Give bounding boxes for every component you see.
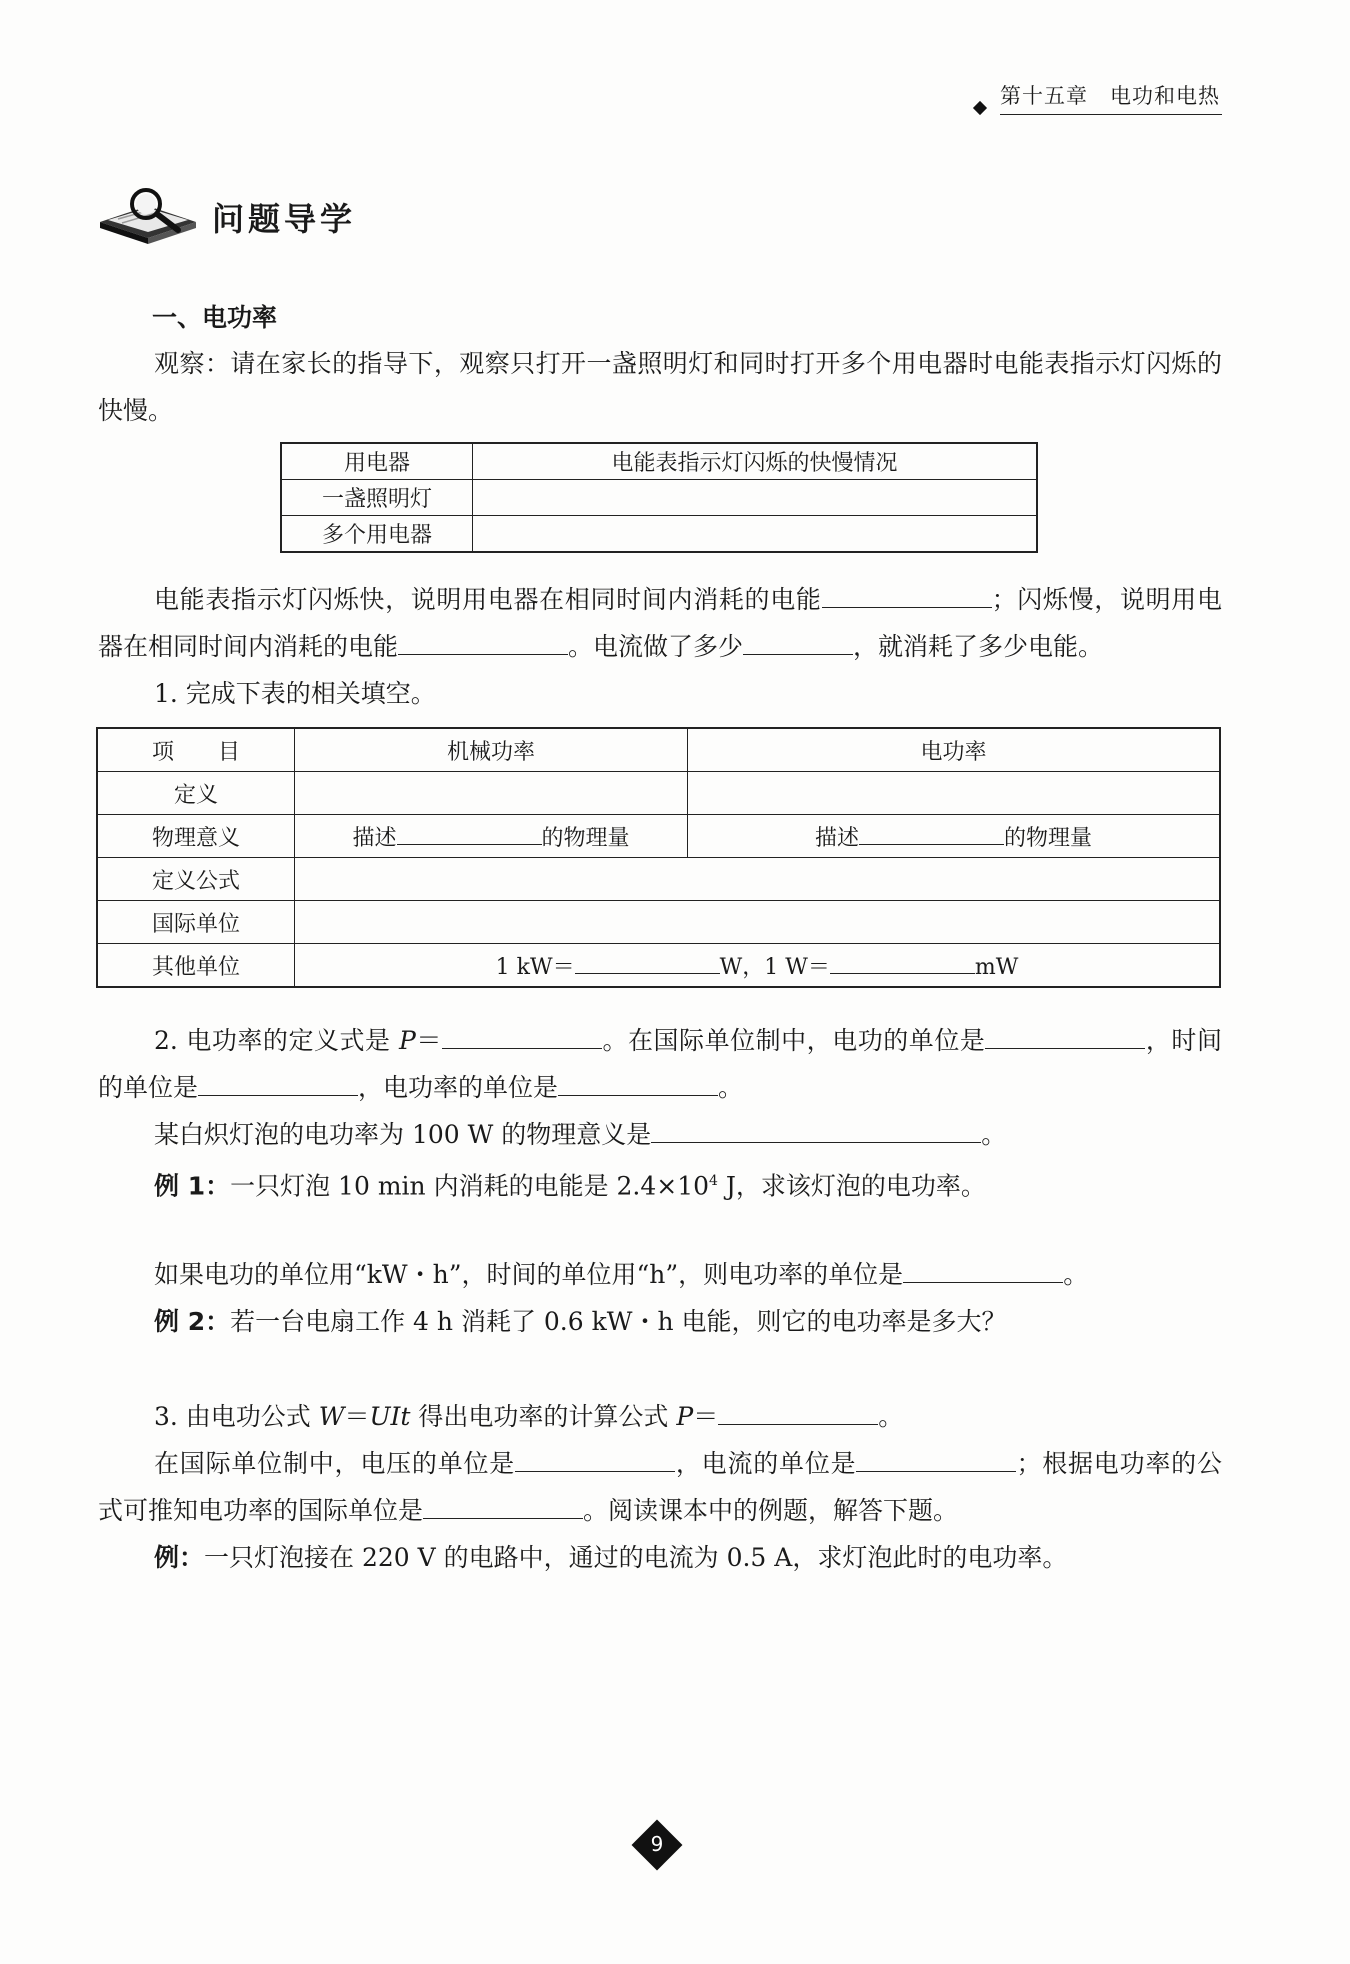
running-head <box>1000 80 1222 115</box>
text-span: 。阅读课本中的例题，解答下题。 <box>583 1496 959 1525</box>
table-header-cell: 机械功率 <box>295 728 688 772</box>
text-span: 。电流做了多少 <box>568 632 744 661</box>
text-span: 的物理量 <box>1004 825 1093 851</box>
table-row-label: 其他单位 <box>97 944 295 988</box>
answer-blank[interactable] <box>558 1073 718 1096</box>
text-span: ；根据电功率的公式可推知电功率的国际单位是 <box>98 1449 1222 1525</box>
answer-cell[interactable] <box>688 772 1221 815</box>
text-span: mW <box>974 954 1019 980</box>
table-row-label: 一盏照明灯 <box>281 480 473 516</box>
symbol-p: P <box>676 1402 694 1431</box>
answer-blank[interactable] <box>442 1026 602 1049</box>
symbol-uit: UIt <box>369 1402 411 1431</box>
answer-blank[interactable] <box>398 632 568 655</box>
section-banner <box>100 186 500 246</box>
text-span: 电能表指示灯闪烁快，说明用电器在相同时间内消耗的电能 <box>154 585 822 614</box>
answer-cell[interactable] <box>295 858 1221 901</box>
table-row-label: 多个用电器 <box>281 516 473 553</box>
text-span: 的物理量 <box>541 825 630 851</box>
chapter-title: 电功和电热 <box>1110 84 1220 108</box>
text-span: ，时间的单位是 <box>98 1026 1222 1102</box>
text-span: 2. 电功率的定义式是 <box>154 1026 400 1055</box>
table-row-label: 定义公式 <box>97 858 295 901</box>
example-3 <box>98 1534 1222 1581</box>
text-span: 描述 <box>352 825 397 851</box>
text-span: 1 kW＝ <box>495 954 575 980</box>
text-span: 一只灯泡接在 220 V 的电路中，通过的电流为 0.5 A，求灯泡此时的电功率。 <box>204 1543 1068 1572</box>
si-units-question <box>98 1440 1222 1534</box>
symbol-w: W <box>318 1402 345 1431</box>
text-span: 得出电功率的计算公式 <box>410 1402 677 1431</box>
answer-blank[interactable] <box>859 822 1004 845</box>
answer-blank[interactable] <box>423 1496 583 1519</box>
answer-cell[interactable] <box>473 480 1038 516</box>
text-span: 。 <box>981 1120 1007 1149</box>
section-title: 问题导学 <box>212 200 357 238</box>
answer-blank[interactable] <box>822 585 992 608</box>
table-header-cell: 项 目 <box>97 728 295 772</box>
answer-blank[interactable] <box>198 1073 358 1096</box>
answer-blank[interactable] <box>651 1120 981 1143</box>
example-label: 例 2： <box>154 1307 231 1336</box>
example-label: 例 1： <box>154 1171 231 1201</box>
text-span: ＝ <box>344 1402 370 1431</box>
table-header-cell: 用电器 <box>281 443 473 480</box>
table-row-label: 国际单位 <box>97 901 295 944</box>
table-header-cell: 电功率 <box>688 728 1221 772</box>
part-heading: 一、电功率 <box>152 303 278 332</box>
observation-table <box>280 442 1038 553</box>
text-span: 。 <box>878 1402 904 1431</box>
table-header-cell: 电能表指示灯闪烁的快慢情况 <box>473 443 1038 480</box>
answer-blank[interactable] <box>985 1026 1145 1049</box>
question-2 <box>98 1017 1222 1111</box>
text-span: ＝ <box>693 1402 719 1431</box>
answer-blank[interactable] <box>856 1449 1016 1472</box>
example-2 <box>98 1298 1222 1345</box>
comparison-table <box>96 727 1221 988</box>
text-span: 。 <box>1063 1260 1089 1289</box>
answer-cell[interactable] <box>295 901 1221 944</box>
answer-cell[interactable] <box>295 772 688 815</box>
question-3 <box>98 1393 1222 1440</box>
page-number-badge <box>632 1820 682 1870</box>
table-row-label: 定义 <box>97 772 295 815</box>
text-span: ，电功率的单位是 <box>358 1073 559 1102</box>
example-1 <box>98 1158 1222 1209</box>
text-span: W，1 W＝ <box>719 954 830 980</box>
text-span: 某白炽灯泡的电功率为 100 W 的物理意义是 <box>154 1120 652 1149</box>
answer-cell[interactable] <box>473 516 1038 553</box>
answer-blank[interactable] <box>830 951 975 974</box>
text-span: 。在国际单位制中，电功的单位是 <box>601 1026 986 1055</box>
diamond-icon <box>973 101 987 115</box>
magnifier-book-icon <box>100 186 200 246</box>
text-span: 3. 由电功公式 <box>154 1402 319 1431</box>
text-span: ，电流的单位是 <box>675 1449 857 1478</box>
meaning-cell <box>688 815 1221 858</box>
conclusion-paragraph <box>98 576 1222 670</box>
text-span: 若一台电扇工作 4 h 消耗了 0.6 kW・h 电能，则它的电功率是多大？ <box>230 1307 1007 1336</box>
chapter-label: 第十五章 <box>1000 84 1088 108</box>
answer-blank[interactable] <box>397 822 542 845</box>
meaning-cell <box>295 815 688 858</box>
exponent: 4 <box>709 1173 718 1189</box>
text-span: ，就消耗了多少电能。 <box>853 632 1104 661</box>
bulb-question <box>98 1111 1222 1158</box>
text-span: 。 <box>718 1073 744 1102</box>
answer-blank[interactable] <box>575 951 720 974</box>
text-span: J，求该灯泡的电功率。 <box>717 1171 986 1201</box>
answer-blank[interactable] <box>903 1260 1063 1283</box>
other-units-cell <box>295 944 1221 988</box>
text-span: ；闪烁慢，说明用电器在相同时间内消耗的电能 <box>98 585 1222 661</box>
text-span: ＝ <box>415 1026 442 1055</box>
text-span: 如果电功的单位用“kW・h”，时间的单位用“h”，则电功率的单位是 <box>154 1260 904 1289</box>
answer-blank[interactable] <box>743 632 853 655</box>
answer-blank[interactable] <box>515 1449 675 1472</box>
text-span: 描述 <box>814 825 859 851</box>
example-label: 例： <box>154 1543 205 1572</box>
answer-blank[interactable] <box>718 1402 878 1425</box>
kwh-question <box>98 1251 1222 1298</box>
text-span: 一只灯泡 10 min 内消耗的电能是 2.4×10 <box>230 1171 710 1201</box>
table-row-label: 物理意义 <box>97 815 295 858</box>
text-span: 在国际单位制中，电压的单位是 <box>154 1449 516 1478</box>
question-1: 1. 完成下表的相关填空。 <box>154 679 436 708</box>
page-number: 9 <box>650 1832 664 1856</box>
observe-paragraph: 观察：请在家长的指导下，观察只打开一盏照明灯和同时打开多个用电器时电能表指示灯闪烁的快慢。 <box>98 349 1222 425</box>
symbol-p: P <box>399 1026 416 1055</box>
